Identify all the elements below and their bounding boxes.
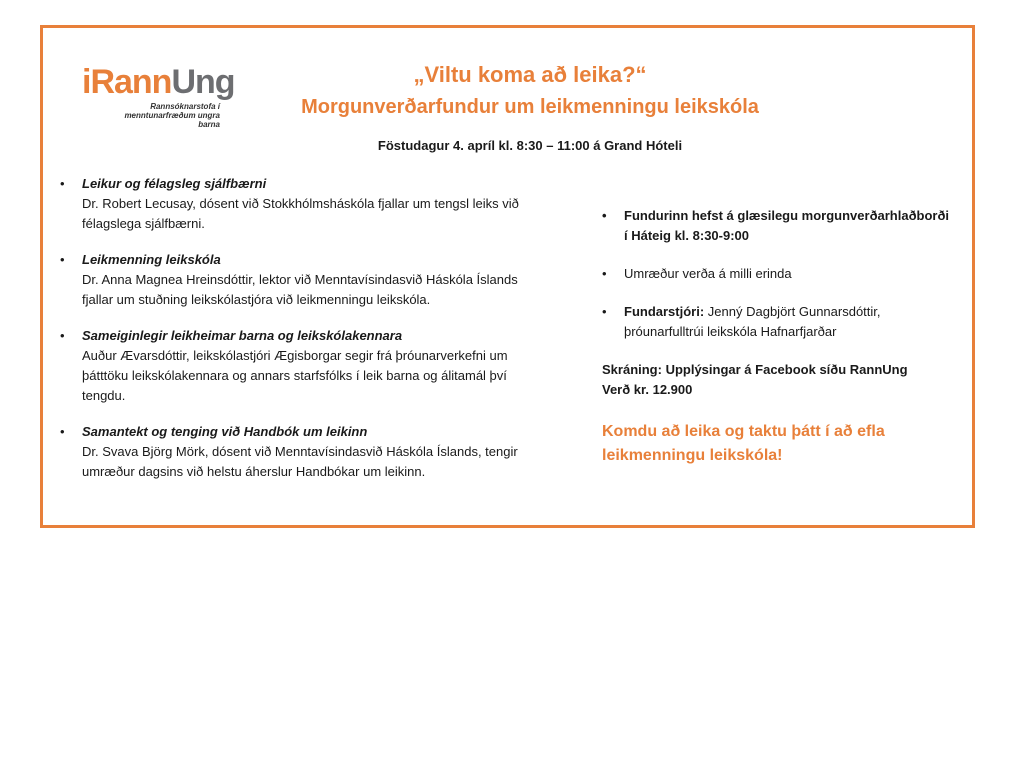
chair-label: Fundarstjóri:	[624, 304, 705, 319]
rannung-logo	[82, 62, 242, 129]
talk-title: Leikmenning leikskóla	[82, 252, 221, 267]
talk-item	[60, 326, 540, 406]
info-item-discussion: • Umræður verða á milli erinda	[602, 264, 952, 284]
talk-description: Dr. Robert Lecusay, dósent við Stokkhólmsháskóla fjallar um tengsl leiks við félagslega sjálfbærni.	[82, 196, 519, 231]
logo-subtitle: Rannsóknarstofa í menntunarfræðum ungra barna	[124, 102, 220, 129]
event-date: Föstudagur 4. apríl kl. 8:30 – 11:00 á Grand Hóteli	[377, 138, 683, 153]
talk-description: Dr. Svava Björg Mörk, dósent við Menntavísindasvið Háskóla Íslands, tengir umræður dagsins við helstu áherslur Handbókar um leikinn.	[82, 444, 518, 479]
bullet-icon: •	[602, 208, 607, 223]
price-text: Verð kr. 12.900	[602, 382, 693, 397]
info-item-breakfast: • Fundurinn hefst á glæsilegu morgunverðarhlaðborði í Háteig kl. 8:30-9:00	[602, 208, 950, 243]
talk-title: Leikur og félagsleg sjálfbærni	[82, 176, 267, 191]
talk-list	[60, 174, 540, 498]
bullet-icon: •	[60, 252, 65, 267]
bullet-icon: •	[60, 424, 65, 439]
bullet-icon: •	[602, 304, 607, 319]
page-subtitle: Morgunverðarfundur um leikmenningu leikskóla	[301, 96, 759, 118]
page-title: „Viltu koma að leika?“	[413, 62, 647, 87]
talk-description: Auður Ævarsdóttir, leikskólastjóri Ægisborgar segir frá þróunarverkefni um þátttöku leikskólakennara og annars starfsfólks í leik barna og álitamál því tengdu.	[82, 348, 508, 403]
registration-text: Skráning: Upplýsingar á Facebook síðu RannUng	[602, 362, 908, 377]
talk-title: Sameiginlegir leikheimar barna og leikskólakennara	[82, 328, 403, 343]
bullet-icon: •	[60, 176, 65, 191]
bullet-icon: •	[60, 328, 65, 343]
talk-item	[60, 422, 540, 482]
talk-item	[60, 250, 540, 310]
info-panel	[602, 206, 952, 468]
info-item-chair	[602, 302, 952, 342]
logo-wordmark: iRannUng	[82, 63, 235, 101]
talk-item	[60, 174, 540, 234]
bullet-icon: •	[602, 266, 607, 281]
talk-description: Dr. Anna Magnea Hreinsdóttir, lektor við Menntavísindasvið Háskóla Íslands fjallar um stuðning leikskólastjóra við leikmenningu leikskóla.	[82, 272, 518, 307]
call-to-action: Komdu að leika og taktu þátt í að efla leikmenningu leikskóla!	[602, 423, 885, 464]
talk-title: Samantekt og tenging við Handbók um leikinn	[82, 424, 368, 439]
chair-text: Jenný Dagbjört Gunnarsdóttir, þróunarfulltrúi leikskóla Hafnarfjarðar	[624, 304, 881, 339]
